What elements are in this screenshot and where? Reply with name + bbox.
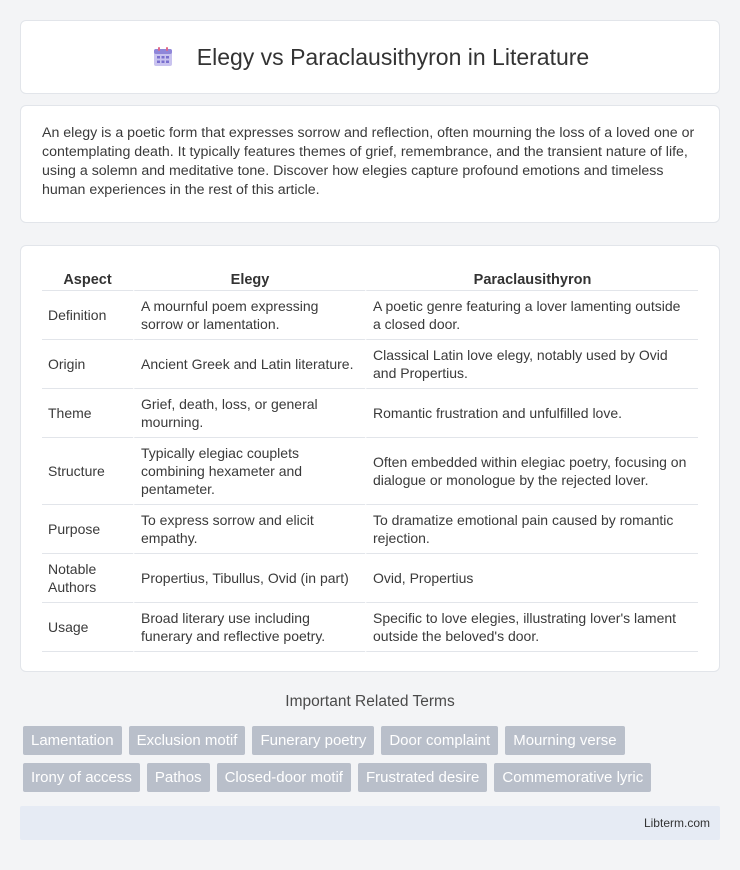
- tag-pathos[interactable]: Pathos: [147, 763, 210, 792]
- cell-elegy: A mournful poem expressing sorrow or lamentation.: [133, 291, 365, 340]
- cell-paraclausithyron: Often embedded within elegiac poetry, focusing on dialogue or monologue by the rejected lover.: [365, 438, 698, 505]
- cell-paraclausithyron: A poetic genre featuring a lover lamenting outside a closed door.: [365, 291, 698, 340]
- cell-aspect: Notable Authors: [42, 554, 133, 603]
- table-header-row: [42, 262, 698, 291]
- tag-frustrated-desire[interactable]: Frustrated desire: [358, 763, 487, 792]
- calendar-icon: [151, 45, 175, 69]
- cell-paraclausithyron: To dramatize emotional pain caused by romantic rejection.: [365, 505, 698, 554]
- tag-lamentation[interactable]: Lamentation: [23, 726, 122, 755]
- header-card: [20, 20, 720, 94]
- table-row: [42, 505, 698, 554]
- table-row: [42, 603, 698, 652]
- tag-exclusion-motif[interactable]: Exclusion motif: [129, 726, 246, 755]
- tag-funerary-poetry[interactable]: Funerary poetry: [252, 726, 374, 755]
- cell-paraclausithyron: Ovid, Propertius: [365, 554, 698, 603]
- related-terms-tags: [23, 726, 703, 792]
- title-row: [21, 21, 719, 93]
- cell-aspect: Structure: [42, 438, 133, 505]
- table-row: [42, 340, 698, 389]
- footer: [20, 806, 720, 840]
- cell-aspect: Definition: [42, 291, 133, 340]
- cell-elegy: Ancient Greek and Latin literature.: [133, 340, 365, 389]
- tag-closed-door-motif[interactable]: Closed-door motif: [217, 763, 351, 792]
- table-row: [42, 291, 698, 340]
- footer-site-link[interactable]: Libterm.com: [643, 816, 710, 830]
- cell-aspect: Theme: [42, 389, 133, 438]
- intro-paragraph: An elegy is a poetic form that expresses sorrow and reflection, often mourning the loss of a loved one or contemplating death. It typically features themes of grief, remembrance, and the transient nature of life, using a solemn and meditative tone. Discover how elegies capture profound emotions and timeless human experiences in the rest of this article.: [42, 125, 695, 198]
- tag-mourning-verse[interactable]: Mourning verse: [505, 726, 624, 755]
- tag-commemorative-lyric[interactable]: Commemorative lyric: [494, 763, 651, 792]
- cell-paraclausithyron: Romantic frustration and unfulfilled love.: [365, 389, 698, 438]
- column-header-paraclausithyron: Paraclausithyron: [365, 262, 698, 291]
- table-row: [42, 389, 698, 438]
- table-row: [42, 554, 698, 603]
- column-header-elegy: Elegy: [133, 262, 365, 291]
- cell-elegy: Typically elegiac couplets combining hexameter and pentameter.: [133, 438, 365, 505]
- intro-card: [20, 105, 720, 223]
- cell-aspect: Usage: [42, 603, 133, 652]
- cell-elegy: Grief, death, loss, or general mourning.: [133, 389, 365, 438]
- cell-elegy: Propertius, Tibullus, Ovid (in part): [133, 554, 365, 603]
- tag-door-complaint[interactable]: Door complaint: [381, 726, 498, 755]
- cell-paraclausithyron: Specific to love elegies, illustrating lover's lament outside the beloved's door.: [365, 603, 698, 652]
- related-terms-heading: Important Related Terms: [285, 693, 455, 710]
- page-title: Elegy vs Paraclausithyron in Literature: [196, 43, 590, 70]
- cell-elegy: To express sorrow and elicit empathy.: [133, 505, 365, 554]
- cell-aspect: Purpose: [42, 505, 133, 554]
- cell-aspect: Origin: [42, 340, 133, 389]
- cell-elegy: Broad literary use including funerary and reflective poetry.: [133, 603, 365, 652]
- column-header-aspect: Aspect: [42, 262, 133, 291]
- comparison-table: [42, 262, 698, 652]
- table-row: [42, 438, 698, 505]
- comparison-table-card: [20, 245, 720, 672]
- tag-irony-of-access[interactable]: Irony of access: [23, 763, 140, 792]
- cell-paraclausithyron: Classical Latin love elegy, notably used by Ovid and Propertius.: [365, 340, 698, 389]
